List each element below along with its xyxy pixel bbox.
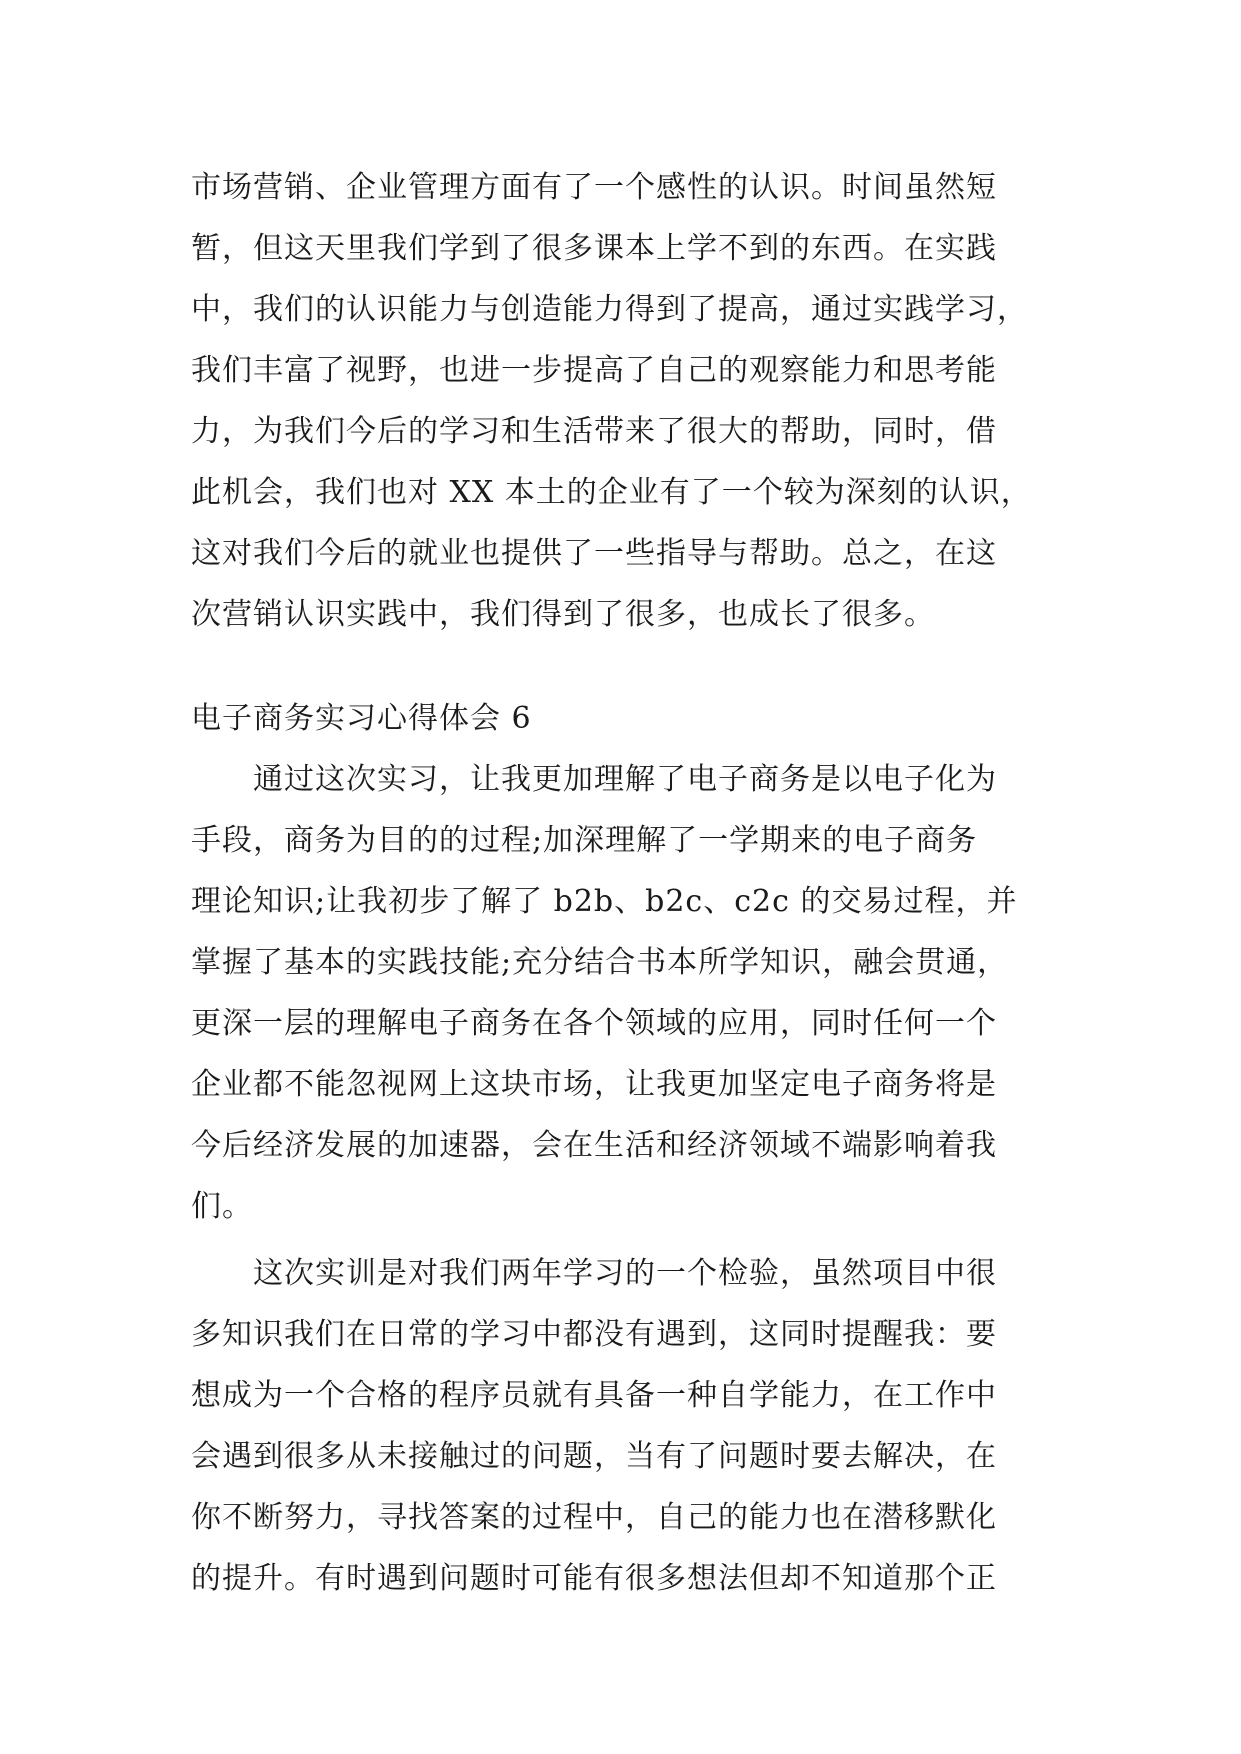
- paragraph-continuation: [191, 157, 1053, 645]
- text-line: 我们丰富了视野，也进一步提高了自己的观察能力和思考能: [191, 353, 997, 388]
- text-line: 手段，商务为目的的过程;加深理解了一学期来的电子商务: [191, 823, 978, 858]
- text-line: 多知识我们在日常的学习中都没有遇到，这同时提醒我：要: [191, 1317, 997, 1352]
- text-line: 次营销认识实践中，我们得到了很多，也成长了很多。: [191, 597, 935, 632]
- text-line: 暂，但这天里我们学到了很多课本上学不到的东西。在实践: [191, 231, 997, 266]
- section-heading: 电子商务实习心得体会 6: [191, 701, 532, 736]
- text-line: 更深一层的理解电子商务在各个领域的应用，同时任何一个: [191, 1006, 997, 1041]
- text-line: 通过这次实习，让我更加理解了电子商务是以电子化为: [191, 762, 997, 797]
- text-line: 力，为我们今后的学习和生活带来了很大的帮助，同时，借: [191, 414, 997, 449]
- text-line: 会遇到很多从未接触过的问题，当有了问题时要去解决，在: [191, 1439, 997, 1474]
- text-line: 理论知识;让我初步了解了 b2b、b2c、c2c 的交易过程，并: [191, 884, 1018, 919]
- text-line: 中，我们的认识能力与创造能力得到了提高，通过实践学习，: [191, 292, 1028, 327]
- text-line: 你不断努力，寻找答案的过程中，自己的能力也在潜移默化: [191, 1500, 997, 1535]
- text-line: 市场营销、企业管理方面有了一个感性的认识。时间虽然短: [191, 170, 997, 205]
- text-line: 此机会，我们也对 XX 本土的企业有了一个较为深刻的认识，: [191, 475, 1032, 510]
- text-line: 今后经济发展的加速器，会在生活和经济领域不端影响着我: [191, 1128, 997, 1163]
- text-line: 企业都不能忽视网上这块市场，让我更加坚定电子商务将是: [191, 1067, 997, 1102]
- paragraph-1: [191, 749, 1053, 1237]
- text-line: 掌握了基本的实践技能;充分结合书本所学知识，融会贯通，: [191, 945, 1009, 980]
- text-line: 这对我们今后的就业也提供了一些指导与帮助。总之，在这: [191, 536, 997, 571]
- text-line: 想成为一个合格的程序员就有具备一种自学能力，在工作中: [191, 1378, 997, 1413]
- text-line: 这次实训是对我们两年学习的一个检验，虽然项目中很: [191, 1256, 997, 1291]
- text-line: 的提升。有时遇到问题时可能有很多想法但却不知道那个正: [191, 1561, 997, 1596]
- paragraph-2: [191, 1243, 1053, 1609]
- text-line: 们。: [191, 1189, 253, 1224]
